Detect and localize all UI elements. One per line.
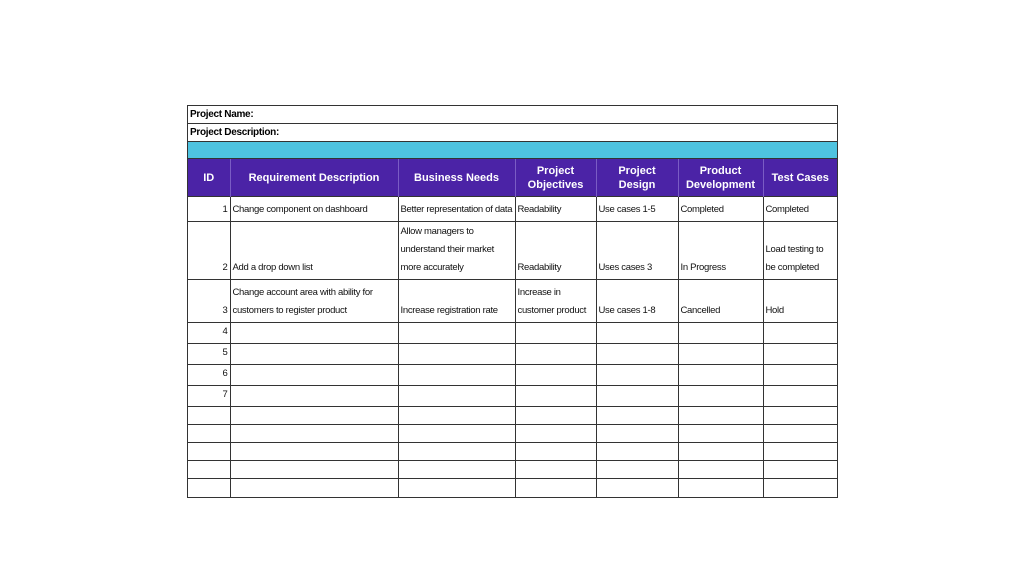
column-header-project-design: Project Design xyxy=(596,159,678,197)
cell-project-objectives xyxy=(515,323,596,344)
cell-business-needs xyxy=(398,443,515,461)
cell-business-needs: Increase registration rate xyxy=(398,280,515,323)
table-row xyxy=(188,365,837,386)
cell-project-design xyxy=(596,323,678,344)
column-header-product-development: Product Development xyxy=(678,159,763,197)
cell-test-cases: Load testing to be completed xyxy=(763,222,837,280)
table-row xyxy=(188,425,837,443)
table-row xyxy=(188,344,837,365)
cell-business-needs xyxy=(398,479,515,497)
cell-id xyxy=(188,425,230,443)
table-header-row xyxy=(188,159,837,197)
cell-project-design xyxy=(596,386,678,407)
cell-product-development xyxy=(678,365,763,386)
cell-test-cases: Hold xyxy=(763,280,837,323)
cell-requirement-description xyxy=(230,407,398,425)
cell-project-design xyxy=(596,479,678,497)
table-row xyxy=(188,461,837,479)
cell-id xyxy=(188,479,230,497)
cell-project-objectives: Readability xyxy=(515,222,596,280)
cell-product-development xyxy=(678,443,763,461)
cell-product-development xyxy=(678,479,763,497)
table-row xyxy=(188,479,837,497)
cell-test-cases xyxy=(763,344,837,365)
cell-requirement-description xyxy=(230,443,398,461)
cell-product-development xyxy=(678,344,763,365)
cell-id: 7 xyxy=(188,386,230,407)
table-row xyxy=(188,323,837,344)
cell-id: 3 xyxy=(188,280,230,323)
cell-project-objectives xyxy=(515,443,596,461)
table-row xyxy=(188,222,837,280)
cell-project-objectives xyxy=(515,425,596,443)
cell-project-objectives: Readability xyxy=(515,197,596,222)
cell-project-objectives xyxy=(515,365,596,386)
cell-id: 4 xyxy=(188,323,230,344)
cell-project-design: Uses cases 3 xyxy=(596,222,678,280)
cell-test-cases xyxy=(763,479,837,497)
cell-project-objectives xyxy=(515,386,596,407)
cell-business-needs xyxy=(398,407,515,425)
cell-requirement-description xyxy=(230,461,398,479)
cell-project-design xyxy=(596,425,678,443)
cell-test-cases xyxy=(763,443,837,461)
project-description-label: Project Description: xyxy=(188,124,837,142)
cell-project-objectives xyxy=(515,407,596,425)
cell-project-objectives xyxy=(515,479,596,497)
cell-product-development: Cancelled xyxy=(678,280,763,323)
column-header-business-needs: Business Needs xyxy=(398,159,515,197)
column-header-project-objectives: Project Objectives xyxy=(515,159,596,197)
cell-project-design xyxy=(596,344,678,365)
cell-project-design xyxy=(596,365,678,386)
cell-business-needs: Allow managers to understand their market more accurately xyxy=(398,222,515,280)
cell-requirement-description xyxy=(230,425,398,443)
cell-id xyxy=(188,461,230,479)
cell-business-needs xyxy=(398,323,515,344)
cell-product-development: Completed xyxy=(678,197,763,222)
column-header-id: ID xyxy=(188,159,230,197)
cell-product-development: In Progress xyxy=(678,222,763,280)
cell-project-objectives xyxy=(515,344,596,365)
cell-id: 5 xyxy=(188,344,230,365)
cell-project-design xyxy=(596,443,678,461)
cell-test-cases xyxy=(763,323,837,344)
cell-test-cases: Completed xyxy=(763,197,837,222)
cell-id: 2 xyxy=(188,222,230,280)
cell-business-needs xyxy=(398,461,515,479)
cell-requirement-description xyxy=(230,479,398,497)
cell-id xyxy=(188,443,230,461)
cell-business-needs: Better representation of data xyxy=(398,197,515,222)
table-row xyxy=(188,280,837,323)
requirements-sheet xyxy=(187,105,838,498)
cell-project-design: Use cases 1-5 xyxy=(596,197,678,222)
cell-requirement-description: Change component on dashboard xyxy=(230,197,398,222)
cell-business-needs xyxy=(398,386,515,407)
project-name-label: Project Name: xyxy=(188,106,837,124)
cell-test-cases xyxy=(763,425,837,443)
table-row xyxy=(188,407,837,425)
cell-id: 6 xyxy=(188,365,230,386)
cell-project-design xyxy=(596,461,678,479)
cell-project-design xyxy=(596,407,678,425)
cell-id xyxy=(188,407,230,425)
cell-requirement-description xyxy=(230,386,398,407)
cell-requirement-description xyxy=(230,344,398,365)
cell-product-development xyxy=(678,407,763,425)
cell-id: 1 xyxy=(188,197,230,222)
cell-product-development xyxy=(678,461,763,479)
cell-test-cases xyxy=(763,407,837,425)
cell-business-needs xyxy=(398,344,515,365)
cell-test-cases xyxy=(763,386,837,407)
table-row xyxy=(188,386,837,407)
column-header-test-cases: Test Cases xyxy=(763,159,837,197)
cell-requirement-description xyxy=(230,365,398,386)
cell-product-development xyxy=(678,323,763,344)
header-band xyxy=(188,142,837,159)
cell-project-objectives: Increase in customer product xyxy=(515,280,596,323)
cell-product-development xyxy=(678,386,763,407)
cell-test-cases xyxy=(763,365,837,386)
cell-business-needs xyxy=(398,365,515,386)
table-row xyxy=(188,197,837,222)
cell-requirement-description: Add a drop down list xyxy=(230,222,398,280)
table-row xyxy=(188,443,837,461)
column-header-requirement-description: Requirement Description xyxy=(230,159,398,197)
cell-requirement-description xyxy=(230,323,398,344)
cell-business-needs xyxy=(398,425,515,443)
requirements-table xyxy=(188,159,837,497)
cell-requirement-description: Change account area with ability for customers to register product xyxy=(230,280,398,323)
cell-product-development xyxy=(678,425,763,443)
cell-project-objectives xyxy=(515,461,596,479)
cell-test-cases xyxy=(763,461,837,479)
cell-project-design: Use cases 1-8 xyxy=(596,280,678,323)
